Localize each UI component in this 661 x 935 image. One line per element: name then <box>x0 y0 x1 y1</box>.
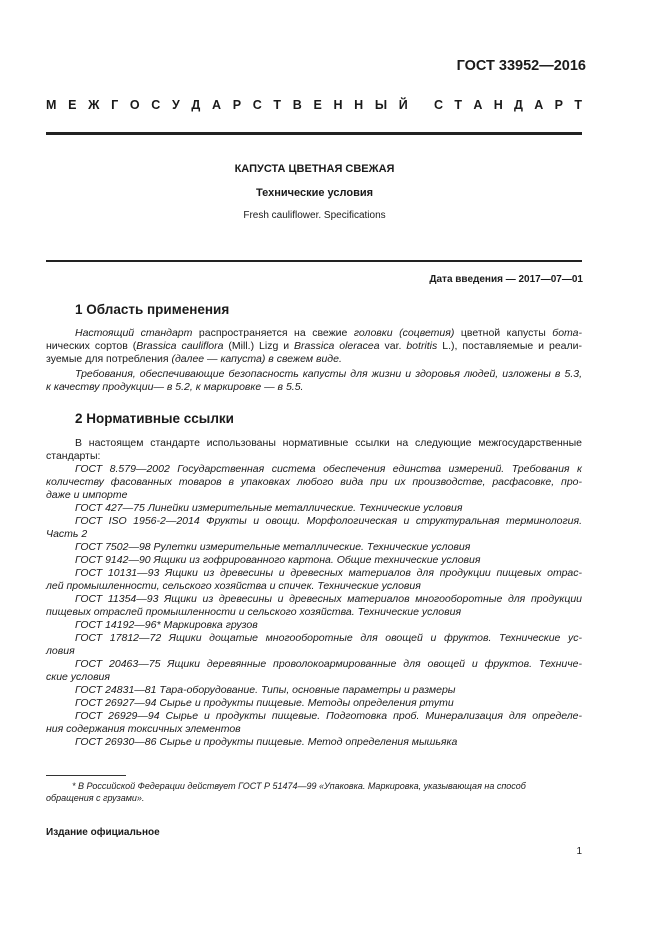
document-code: ГОСТ 33952—2016 <box>456 58 586 74</box>
document-subtitle: Технические условия <box>255 187 374 199</box>
text-run: var. <box>379 340 407 352</box>
section-2-intro-line-2: стандарты: <box>46 450 101 462</box>
text-run: цветной капусты <box>454 327 553 339</box>
reference-7-line-1: ГОСТ 11354—93 Ящики из древесины и древесных материалов многооборотные для продукции <box>75 593 582 605</box>
section-1-paragraph-1-line-3 <box>46 353 582 366</box>
banner-letter: С <box>151 98 161 112</box>
banner-letter: О <box>129 98 140 112</box>
official-edition-label: Издание официальное <box>46 827 160 838</box>
text-run: распространяется на свежие <box>192 327 354 339</box>
header-divider <box>46 132 582 135</box>
reference-14-line-1: ГОСТ 26930—86 Сырье и продукты пищевые. Метод определения мышьяка <box>75 736 458 748</box>
english-title: Fresh cauliflower. Specifications <box>243 210 386 221</box>
banner-letter: У <box>171 98 180 112</box>
reference-7-line-2: пищевых отраслей промышленности и сельского хозяйства. Технические условия <box>46 606 462 618</box>
banner-letter: М <box>46 98 57 112</box>
banner-letter: Т <box>574 98 582 112</box>
banner-letter: Н <box>493 98 503 112</box>
section-1-heading-text: 1 Область применения <box>75 302 230 317</box>
section-2-heading <box>75 411 234 426</box>
footnote-line-1: * В Российской Федерации действует ГОСТ Р 51474—99 «Упаковка. Маркировка, указывающая на способ <box>72 781 526 791</box>
text-run: Brassica cauliflora <box>136 340 224 352</box>
banner-letter: Р <box>554 98 563 112</box>
banner-letter: С <box>434 98 444 112</box>
reference-10-line-2: ские условия <box>46 671 110 683</box>
interstate-standard-banner <box>46 98 582 112</box>
text-run: (Mill.) Lizg и <box>223 340 295 352</box>
page-number: 1 <box>576 846 582 857</box>
section-1-paragraph-1-line-2 <box>46 340 582 353</box>
banner-letter: А <box>534 98 544 112</box>
banner-letter: А <box>212 98 222 112</box>
reference-13-line-2: ния содержания токсичных элементов <box>46 723 241 735</box>
banner-letter: Ж <box>88 98 100 112</box>
reference-2-line-1: ГОСТ 427—75 Линейки измерительные металлические. Технические условия <box>75 502 463 514</box>
banner-word-standard <box>434 98 582 112</box>
banner-letter: Н <box>354 98 364 112</box>
banner-letter: Ы <box>374 98 388 112</box>
reference-13-line-1: ГОСТ 26929—94 Сырье и продукты пищевые. Подготовка проб. Минерализация для определе- <box>75 710 582 722</box>
banner-letter: Р <box>232 98 242 112</box>
reference-6-line-2: лей промышленности, сельского хозяйства и спичек. Технические условия <box>46 580 421 592</box>
text-run: (далее — капуста) в свежем виде. <box>171 353 342 365</box>
banner-letter: Г <box>111 98 119 112</box>
banner-letter: Е <box>68 98 77 112</box>
reference-11-line-1: ГОСТ 24831—81 Тара-оборудование. Типы, основные параметры и размеры <box>75 684 456 696</box>
reference-4-line-1: ГОСТ 7502—98 Рулетки измерительные металлические. Технические условия <box>75 541 471 553</box>
banner-letter: С <box>252 98 262 112</box>
text-run: зуемые для потребления <box>46 353 172 365</box>
section-1-paragraph-2-line-2: к качеству продукции— в 5.2, к маркировке — в 5.5. <box>46 381 304 393</box>
reference-1-line-1: ГОСТ 8.579—2002 Государственная система обеспечения единства измерений. Требования к <box>75 463 582 475</box>
section-1-heading <box>75 302 229 317</box>
reference-3-line-2: Часть 2 <box>46 528 88 540</box>
document-title: КАПУСТА ЦВЕТНАЯ СВЕЖАЯ <box>234 163 395 175</box>
banner-letter: В <box>292 98 302 112</box>
reference-1-line-3: даже и импорте <box>46 489 128 501</box>
text-run: botritis <box>406 340 438 352</box>
text-run: головки (соцветия) <box>353 327 455 339</box>
text-run: L.), поставляемые и реали- <box>437 340 582 352</box>
reference-9-line-2: ловия <box>46 645 75 657</box>
footnote-divider <box>46 775 126 776</box>
banner-letter: Д <box>191 98 201 112</box>
banner-letter: Д <box>514 98 523 112</box>
reference-3-line-1: ГОСТ ISO 1956-2—2014 Фрукты и овощи. Морфологическая и структуральная терминология. <box>75 515 582 527</box>
reference-12-line-1: ГОСТ 26927—94 Сырье и продукты пищевые. Методы определения ртути <box>75 697 454 709</box>
reference-9-line-1: ГОСТ 17812—72 Ящики дощатые многооборотные для овощей и фруктов. Технические ус- <box>75 632 582 644</box>
text-run: Настоящий стандарт <box>75 327 193 339</box>
banner-letter: Н <box>333 98 343 112</box>
text-run: бота- <box>552 327 582 339</box>
introduction-date: Дата введения — 2017—07—01 <box>429 274 583 285</box>
reference-1-line-2: количеству фасованных товаров в упаковках любого вида при их производстве, расфасовке, про- <box>46 476 582 488</box>
section-1-paragraph-1-line-1 <box>75 327 582 340</box>
banner-letter: Т <box>273 98 282 112</box>
banner-letter: Е <box>313 98 322 112</box>
reference-10-line-1: ГОСТ 20463—75 Ящики деревянные проволокоармированные для овощей и фруктов. Техниче- <box>75 658 582 670</box>
reference-6-line-1: ГОСТ 10131—93 Ящики из древесины и древесных материалов для продукции пищевых отрас- <box>75 567 582 579</box>
section-2-heading-text: 2 Нормативные ссылки <box>75 411 234 426</box>
reference-8-line-1: ГОСТ 14192—96* Маркировка грузов <box>75 619 258 631</box>
text-run: Brassica oleracea <box>294 340 380 352</box>
banner-letter: Т <box>454 98 462 112</box>
banner-letter: Й <box>398 98 408 112</box>
title-divider <box>46 260 582 262</box>
section-2-intro-line-1: В настоящем стандарте использованы нормативные ссылки на следующие межгосударственные <box>75 437 582 449</box>
text-run: нических сортов ( <box>46 340 137 352</box>
banner-letter: А <box>473 98 483 112</box>
footnote-line-2: обращения с грузами». <box>46 793 145 803</box>
reference-5-line-1: ГОСТ 9142—90 Ящики из гофрированного картона. Общие технические условия <box>75 554 481 566</box>
banner-word-interstate <box>46 98 408 112</box>
section-1-paragraph-2-line-1: Требования, обеспечивающие безопасность капусты для жизни и здоровья людей, изложены в 5.3, <box>75 368 582 380</box>
